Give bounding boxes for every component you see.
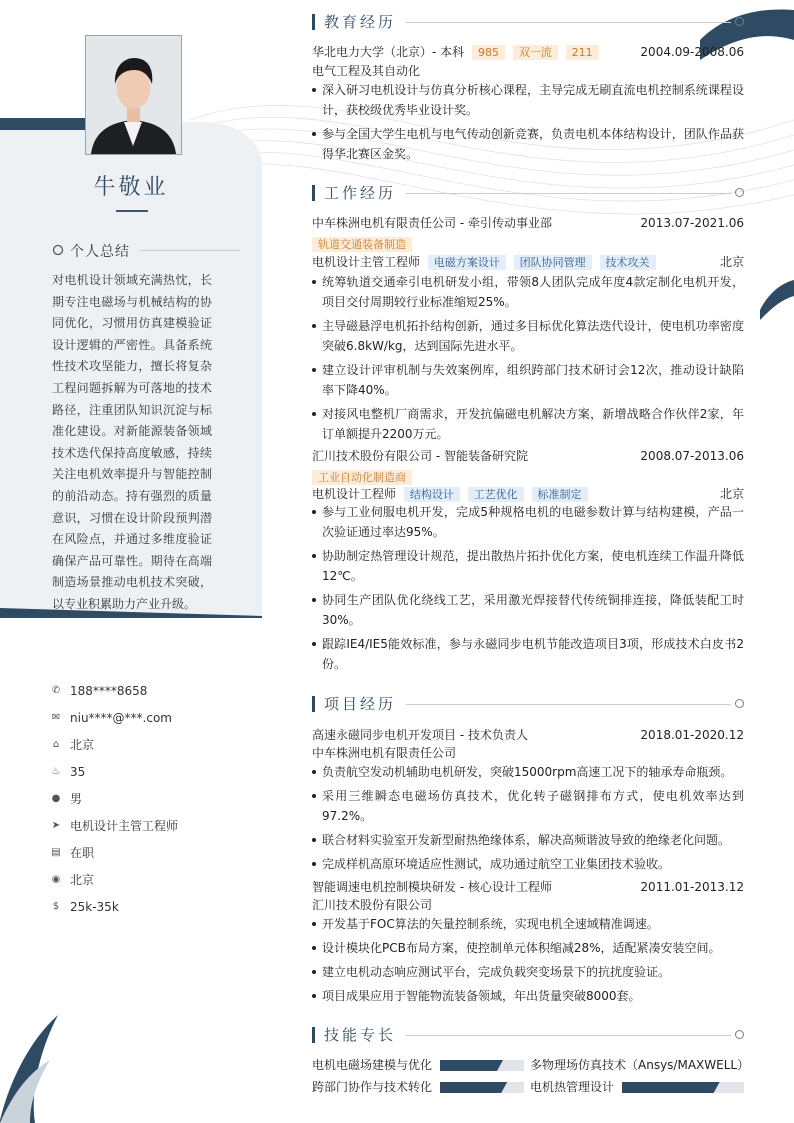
skill-tag: 电磁方案设计 — [428, 255, 506, 270]
projects-heading — [312, 693, 744, 715]
section-divider — [406, 1035, 731, 1036]
section-divider — [406, 22, 731, 23]
send-icon: ➤ — [51, 820, 61, 831]
section-title: 项目经历 — [324, 695, 397, 713]
list-item: 负责航空发动机辅助电机研发，突破15000rpm高速工况下的轴承寿命瓶颈。 — [312, 762, 744, 782]
contact-status — [50, 845, 250, 865]
list-item: 协同生产团队优化绕线工艺，采用激光焊接替代传统铜排连接，降低装配工时30%。 — [312, 590, 744, 630]
contact-age — [50, 764, 250, 784]
contact-value: 男 — [70, 792, 83, 806]
skill-tag: 结构设计 — [404, 487, 460, 502]
skill-tag: 工艺优化 — [468, 487, 524, 502]
education-bullets — [312, 80, 744, 168]
list-item: 统筹轨道交通牵引电机研发小组，带领8人团队完成年度4款定制化电机开发，项目交付周期较行业标准缩短25%。 — [312, 272, 744, 312]
job-city: 北京 — [719, 487, 744, 501]
skill-label: 电机热管理设计 — [530, 1080, 615, 1094]
contact-value: 25k-35k — [70, 900, 119, 914]
education-school-row — [312, 44, 744, 60]
home-icon: ⌂ — [52, 739, 60, 750]
education-period: 2004.09-2008.06 — [640, 45, 744, 59]
list-item: 联合材料实验室开发新型耐热绝缘体系，解决高频谐波导致的绝缘老化问题。 — [312, 830, 744, 850]
job-city: 北京 — [719, 255, 744, 269]
project-period: 2018.01-2020.12 — [640, 728, 744, 742]
job-company-row — [312, 215, 744, 231]
job-position: 电机设计工程师 — [312, 487, 397, 501]
job-bullets — [312, 502, 744, 678]
section-divider — [406, 193, 731, 194]
skill-item — [312, 1079, 524, 1095]
school-name: 华北电力大学（北京）- 本科 — [312, 45, 465, 59]
section-bar — [312, 14, 315, 30]
job-bullets — [312, 272, 744, 448]
skill-item — [312, 1057, 524, 1073]
skill-tag: 团队协同管理 — [514, 255, 592, 270]
list-item: 协助制定热管理设计规范，提出散热片拓扑优化方案，使电机连续工作温升降低12℃。 — [312, 546, 744, 586]
skill-bar-fill — [440, 1060, 503, 1071]
skill-bar-track — [440, 1060, 524, 1071]
skill-bar-track — [440, 1082, 524, 1093]
list-item: 建立电机动态响应测试平台，完成负载突变场景下的抗扰度验证。 — [312, 962, 744, 982]
project-bullets — [312, 762, 744, 878]
name-underline — [116, 210, 148, 212]
education-heading — [312, 11, 744, 33]
list-item: 开发基于FOC算法的矢量控制系统，实现电机全速域精准调速。 — [312, 914, 744, 934]
avatar-photo — [85, 35, 182, 155]
circle-icon — [735, 188, 744, 197]
circle-icon — [735, 699, 744, 708]
skill-tag: 技术攻关 — [600, 255, 656, 270]
job-period: 2013.07-2021.06 — [640, 216, 744, 230]
contact-position — [50, 818, 250, 838]
job-industry-row — [312, 236, 744, 252]
skill-bar-fill — [622, 1082, 720, 1093]
contact-salary — [50, 899, 250, 919]
skill-label: 跨部门协作与技术转化 — [312, 1080, 433, 1094]
contact-value: 电机设计主管工程师 — [70, 819, 179, 833]
job-industry-row — [312, 469, 744, 485]
section-divider — [406, 704, 731, 705]
contact-value: niu****@***.com — [70, 711, 172, 725]
skill-label: 电机电磁场建模与优化 — [312, 1058, 433, 1072]
contact-location — [50, 872, 250, 892]
job-position: 电机设计主管工程师 — [312, 255, 421, 269]
list-item: 对接风电整机厂商需求，开发抗偏磁电机解决方案，新增战略合作伙伴2家，年订单额提升2200万元。 — [312, 404, 744, 444]
list-item: 设计模块化PCB布局方案，使控制单元体积缩减28%，适配紧凑安装空间。 — [312, 938, 744, 958]
school-tag: 211 — [566, 45, 599, 60]
skill-label: 多物理场仿真技术（Ansys/MAXWELL） — [530, 1058, 750, 1072]
project-name-row — [312, 727, 744, 743]
section-bar — [312, 185, 315, 201]
list-item: 参与工业伺服电机开发，完成5种规格电机的电磁参数计算与结构建模，产品一次验证通过率达95%。 — [312, 502, 744, 542]
summary-divider — [140, 250, 240, 251]
project-org: 汇川技术股份有限公司 — [312, 898, 433, 912]
contact-value: 北京 — [70, 738, 95, 752]
school-tag: 985 — [472, 45, 505, 60]
gender-icon: ● — [51, 793, 61, 804]
list-item: 项目成果应用于智能物流装备领域，年出货量突破8000套。 — [312, 986, 744, 1006]
cake-icon: ♨ — [51, 766, 61, 777]
project-org: 中车株洲电机有限责任公司 — [312, 746, 457, 760]
contact-value: 188****8658 — [70, 684, 148, 698]
project-bullets — [312, 914, 744, 1010]
contact-value: 北京 — [70, 873, 95, 887]
job-period: 2008.07-2013.06 — [640, 449, 744, 463]
list-item: 深入研习电机设计与仿真分析核心课程，主导完成无刷直流电机控制系统课程设计，获校级优秀毕业设计奖。 — [312, 80, 744, 120]
location-icon: ◉ — [51, 874, 61, 885]
job-position-row — [312, 254, 744, 270]
skill-item — [530, 1079, 744, 1095]
list-item: 主导磁悬浮电机拓扑结构创新，通过多目标优化算法迭代设计，使电机功率密度突破6.8kW/kg，达到国际先进水平。 — [312, 316, 744, 356]
summary-title: 个人总结 — [70, 244, 130, 260]
contact-value: 35 — [70, 765, 86, 779]
industry-tag: 轨道交通装备制造 — [312, 237, 412, 252]
salary-icon: $ — [52, 901, 60, 912]
list-item: 跟踪IE4/IE5能效标准，参与永磁同步电机节能改造项目3项，形成技术白皮书2份。 — [312, 634, 744, 674]
circle-icon — [735, 1030, 744, 1039]
school-tag: 双一流 — [513, 45, 558, 60]
section-title: 工作经历 — [324, 184, 397, 202]
contact-home — [50, 737, 250, 757]
section-bar — [312, 696, 315, 712]
skill-bar-fill — [440, 1082, 507, 1093]
job-position-row — [312, 486, 744, 502]
summary-heading — [52, 241, 252, 261]
section-bar — [312, 1027, 315, 1043]
job-company: 汇川技术股份有限公司 - 智能装备研究院 — [312, 449, 528, 463]
list-item: 参与全国大学生电机与电气传动创新竞赛，负责电机本体结构设计，团队作品获得华北赛区金奖。 — [312, 124, 744, 164]
circle-icon — [735, 17, 744, 26]
project-name-row — [312, 879, 744, 895]
list-item: 完成样机高原环境适应性测试，成功通过航空工业集团技术验收。 — [312, 854, 744, 874]
list-item: 建立设计评审机制与失效案例库，组织跨部门技术研讨会12次，推动设计缺陷率下降40%。 — [312, 360, 744, 400]
list-item: 采用三维瞬态电磁场仿真技术，优化转子磁钢排布方式，使电机效率达到97.2%。 — [312, 786, 744, 826]
project-period: 2011.01-2013.12 — [640, 880, 744, 894]
briefcase-icon: ▤ — [51, 847, 61, 858]
skill-bar-track — [622, 1082, 744, 1093]
contact-phone — [50, 683, 250, 703]
project-name: 高速永磁同步电机开发项目 - 技术负责人 — [312, 728, 528, 742]
job-company-row — [312, 448, 744, 464]
summary-text: 对电机设计领域充满热忱，长期专注电磁场与机械结构的协同优化，习惯用仿真建模验证设计逻辑的严密性。具备系统性技术攻坚能力，擅长将复杂工程问题拆解为可落地的技术路径，注重团队知识沉淀与标准化建设。对新能源装备领域技术迭代保持高度敏感，持续关注电机效率提升与智能控制的前沿动态。持有强烈的质量意识，习惯在设计阶段预判潜在风险点，并通过多维度验证确保产品可靠性。期待在高端制造场景推动电机技术突破，以专业积累助力产业升级。 — [52, 273, 212, 611]
education-major: 电气工程及其自动化 — [312, 64, 421, 78]
contact-value: 在职 — [70, 846, 95, 860]
skill-item — [530, 1057, 750, 1073]
work-heading — [312, 182, 744, 204]
mail-icon: ✉ — [51, 712, 61, 723]
section-title: 教育经历 — [324, 13, 397, 31]
candidate-name: 牛敬业 — [93, 175, 169, 200]
project-name: 智能调速电机控制模块研发 - 核心设计工程师 — [312, 880, 552, 894]
skills-heading — [312, 1024, 744, 1046]
section-title: 技能专长 — [324, 1026, 397, 1044]
contact-gender — [50, 791, 250, 811]
contact-email — [50, 710, 250, 730]
industry-tag: 工业自动化制造商 — [312, 470, 412, 485]
diamond-icon — [52, 244, 64, 256]
job-company: 中车株洲电机有限责任公司 - 牵引传动事业部 — [312, 216, 552, 230]
phone-icon: ✆ — [51, 685, 61, 696]
skill-tag: 标准制定 — [532, 487, 588, 502]
